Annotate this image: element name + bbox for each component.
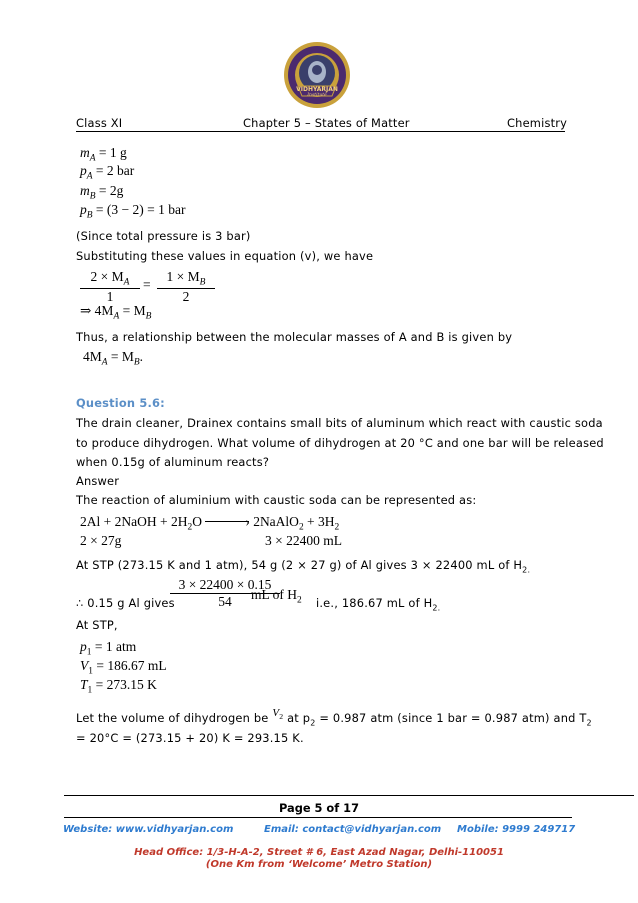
at-stp-label: At STP, [76,618,118,632]
reaction-intro: The reaction of aluminium with caustic soda can be represented as: [76,493,477,507]
question-line-3: when 0.15g of aluminum reacts? [76,455,270,469]
question-line-1: The drain cleaner, Drainex contains small bits of aluminum which react with caustic soda [76,416,603,430]
v2-symbol: $V_2$ [272,707,284,722]
eq-equals: = [143,277,151,292]
given-mb: $m_B = 2g$ [80,183,124,202]
footer-rule-2 [64,817,572,818]
footer-office-note: (One Km from ‘Welcome’ Metro Station) [205,859,433,870]
eq-frac-left: $\frac{2 \times M_A}{1}$ [80,269,140,305]
header-subject: Chemistry [507,116,568,130]
given-ma: $m_A = 1$ g [80,145,127,164]
since-line: (Since total pressure is 3 bar) [76,229,251,243]
question-title: Question 5.6: [76,396,165,410]
page-number: Page 5 of 17 [278,801,360,815]
answer-label: Answer [76,474,120,488]
logo-emblem-icon [282,40,352,110]
logo-text: VIDHYARJAN [296,86,338,93]
header-class: Class XI [76,116,123,130]
stp-p1: $p_1 = 1$ atm [80,639,137,658]
footer-mobile: Mobile: 9999 249717 [457,824,576,835]
footer-office: Head Office: 1/3-H-A-2, Street # 6, East Azad Nagar, Delhi-110051 [134,847,504,858]
calc-fraction: $\frac{3 \times 22400 \times 0.15}{54}$ [170,577,280,610]
stp-t1: $T_1 = 273.15$ K [80,677,157,696]
given-pa: $p_A = 2$ bar [80,163,135,182]
logo-subtext: Institute [307,93,327,98]
given-pb: $p_B = (3 - 2) = 1$ bar [80,202,186,221]
reaction-equation: 2Al + 2NaOH + $2H_2O$ › 2NaAlO$_2$ + $3H_2$ [80,514,340,533]
thus-line: Thus, a relationship between the molecular masses of A and B is given by [76,330,513,344]
header-rule [76,131,565,132]
substituting-line: Substituting these values in equation (v), we have [76,249,374,263]
relation: $4M_A = M_B$. [83,349,144,368]
reaction-mass-right: 3 × 22400 mL [265,533,342,548]
let-line-1: Let the volume of dihydrogen be $V_2$ at $p_2 = 0.987$ atm (since 1 bar = 0.987 atm) and $T_2$ [76,707,592,728]
therefore-line: ∴ 0.15 g Al gives [76,596,175,610]
ie-line: i.e., 186.67 mL of $H_{2.}$ [316,596,441,613]
question-line-2: to produce dihydrogen. What volume of dihydrogen at 20 °C and one bar will be released [76,436,604,450]
stp-line: At STP (273.15 K and 1 atm), 54 g (2 × 27 g) of Al gives 3 × 22400 mL of $H_{2.}$ [76,558,531,575]
header-chapter: Chapter 5 – States of Matter [243,116,410,130]
stp-v1: $V_1 = 186.67$ mL [80,658,167,677]
eq-implies: ⇒ $4M_A = M_B$ [80,303,152,322]
calc-unit: mL of $H_2$ [251,587,302,606]
reaction-arrow-icon [205,521,249,522]
eq-frac-right: $\frac{1 \times M_B}{2}$ [157,269,215,305]
footer-website[interactable]: Website: www.vidhyarjan.com [63,824,234,835]
let-line-2: = 20°C = (273.15 + 20) K = 293.15 K. [76,731,304,745]
reaction-mass-left: 2 × 27g [80,533,122,548]
institute-logo [282,40,352,110]
footer-email[interactable]: Email: contact@vidhyarjan.com [264,824,442,835]
footer-rule [64,795,634,796]
